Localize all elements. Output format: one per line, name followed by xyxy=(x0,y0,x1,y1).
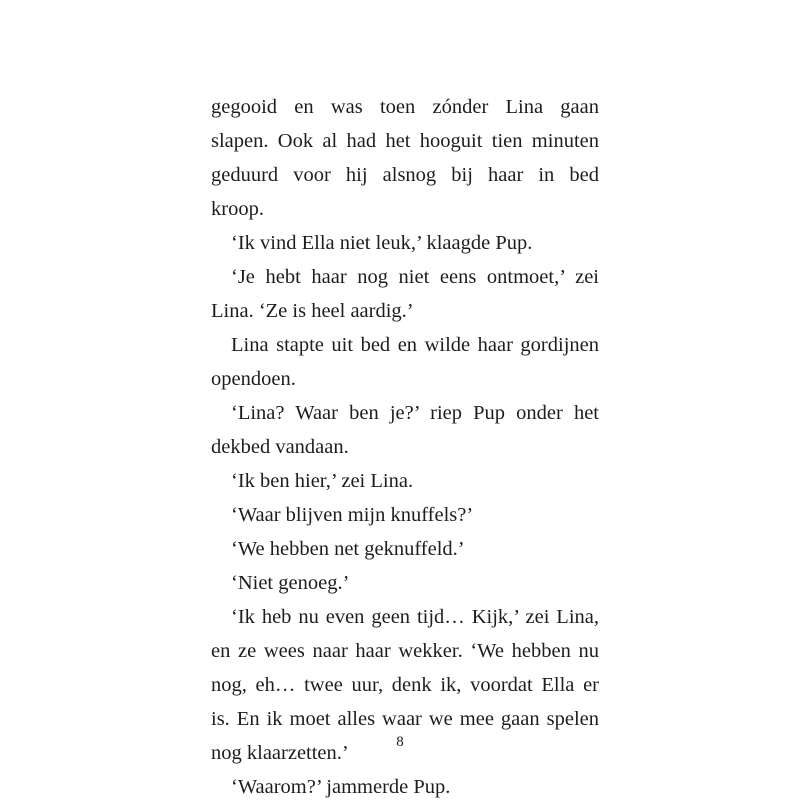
text-line: is. En ik moet alles waar we mee gaan spelen xyxy=(211,708,599,730)
text-line: ‘Waarom?’ jammerde Pup. xyxy=(231,776,451,798)
text-line: ‘Niet genoeg.’ xyxy=(231,572,350,594)
text-line: en ze wees naar haar wekker. ‘We hebben nu xyxy=(211,640,599,662)
text-line: gegooid en was toen zónder Lina gaan xyxy=(211,96,599,118)
text-line: nog klaarzetten.’ xyxy=(211,742,349,764)
text-line: ‘Ik vind Ella niet leuk,’ klaagde Pup. xyxy=(231,232,533,254)
text-line: ‘Ik ben hier,’ zei Lina. xyxy=(231,470,414,492)
text-line: ‘Waar blijven mijn knuffels?’ xyxy=(231,504,474,526)
text-line: geduurd voor hij alsnog bij haar in bed xyxy=(211,164,599,186)
text-line: ‘Ik heb nu even geen tijd… Kijk,’ zei Lina, xyxy=(231,606,599,628)
text-line: kroop. xyxy=(211,198,264,220)
page-number: 8 xyxy=(396,734,404,750)
text-line: Lina. ‘Ze is heel aardig.’ xyxy=(211,300,414,322)
text-line: opendoen. xyxy=(211,368,296,390)
text-line: ‘Je hebt haar nog niet eens ontmoet,’ zei xyxy=(231,266,599,288)
text-line: ‘Lina? Waar ben je?’ riep Pup onder het xyxy=(231,402,599,424)
text-line: Lina stapte uit bed en wilde haar gordijnen xyxy=(231,334,599,356)
text-line: dekbed vandaan. xyxy=(211,436,349,458)
text-line: nog, eh… twee uur, denk ik, voordat Ella er xyxy=(211,674,599,696)
text-line: ‘We hebben net geknuffeld.’ xyxy=(231,538,465,560)
text-line: slapen. Ook al had het hooguit tien minuten xyxy=(211,130,599,152)
